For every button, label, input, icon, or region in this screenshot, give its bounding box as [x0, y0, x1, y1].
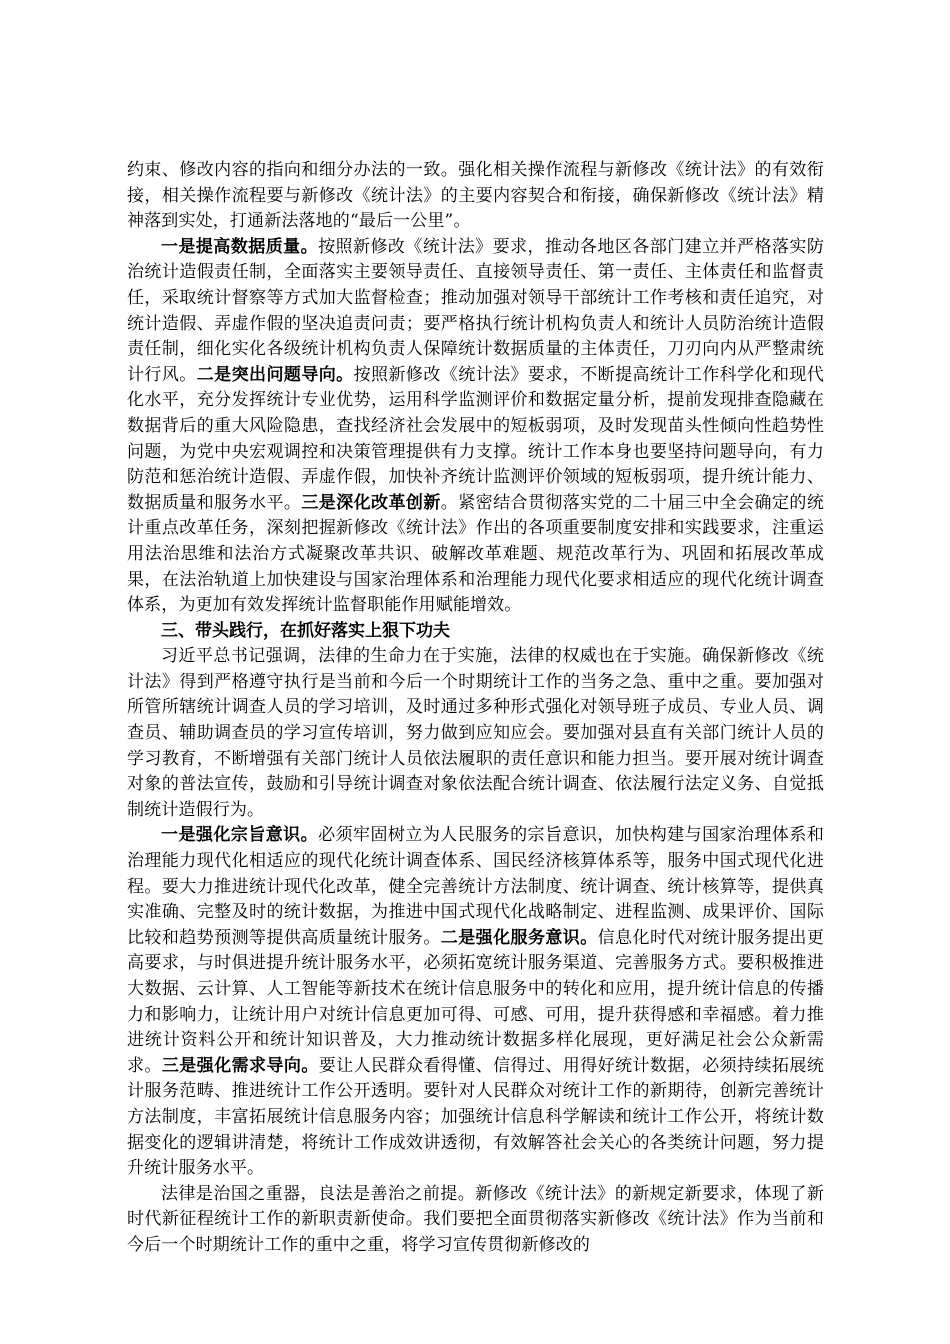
- paragraph-conclusion: 法律是治国之重器，良法是善治之前提。新修改《统计法》的新规定新要求，体现了新时代新征程统计工作的新职责新使命。我们要把全面贯彻落实新修改《统计法》作为当前和今后一个时期统计工作的重中之重，将学习宣传贯彻新修改的: [127, 1183, 824, 1255]
- bold-lead-data-quality: 一是提高数据质量。: [161, 236, 319, 257]
- paragraph-text: 信息化时代对统计服务提出更高要求，与时俱进提升统计服务水平，必须拓宽统计服务渠道、完善服务方式。要积极推进大数据、云计算、人工智能等新技术在统计信息服务中的转化和应用，提升统计信息的传播力和影响力，让统计用户对统计信息更加可得、可感、可用，提升获得感和幸福感。着力推进统计资料公开和统计知识普及，大力推动统计数据多样化展现，更好满足社会公众新需求。: [127, 927, 825, 1076]
- section-heading-three: 三、带头践行，在抓好落实上狠下功夫: [161, 620, 450, 641]
- paragraph-text: 。紧密结合贯彻落实党的二十届三中全会确定的统计重点改革任务，深刻把握新修改《统计法》作出的各项重要制度安排和实践要求，注重运用法治思维和法治方式凝聚改革共识、破解改革难题、规范改革行为、巩固和拓展改革成果，在法治轨道上加快建设与国家治理体系和治理能力现代化要求相适应的现代化统计调查体系，为更加有效发挥统计监督职能作用赋能增效。: [127, 492, 824, 616]
- paragraph-text: 必须牢固树立为人民服务的宗旨意识，加快构建与国家治理体系和治理能力现代化相适应的现代化统计调查体系、国民经济核算体系等，服务中国式现代化进程。要大力推进统计现代化改革，健全完善统计方法制度、统计调查、统计核算等，提供真实准确、完整及时的统计数据，为推进中国式现代化战略制定、进程监测、成果评价、国际比较和趋势预测等提供高质量统计服务。: [127, 825, 824, 948]
- paragraph-text: 按照新修改《统计法》要求，不断提高统计工作科学化和现代化水平，充分发挥统计专业优势，运用科学监测评价和数据定量分析，提前发现排查隐藏在数据背后的重大风险隐患，查找经济社会发展中的短板弱项，及时发现苗头性倾向性趋势性问题，为党中央宏观调控和决策管理提供有力支撑。统计工作本身也要坚持问题导向，有力防范和惩治统计造假、弄虚作假，加快补齐统计监测评价领域的短板弱项，提升统计能力、数据质量和服务水平。: [127, 364, 824, 513]
- bold-lead-problem-orientation: 二是突出问题导向。: [196, 364, 354, 385]
- paragraph-continuation: 约束、修改内容的指向和细分办法的一致。强化相关操作流程与新修改《统计法》的有效衔接，相关操作流程要与新修改《统计法》的主要内容契合和衔接，确保新修改《统计法》精神落到实处，打通新法落地的“最后一公里”。: [127, 160, 824, 232]
- bold-lead-service-awareness: 二是强化服务意识。: [440, 927, 598, 948]
- paragraph-data-quality: [127, 235, 824, 619]
- paragraph-text: 按照新修改《统计法》要求，推动各地区各部门建立并严格落实防治统计造假责任制，全面落实主要领导责任、直接领导责任、第一责任、主体责任和监督责任，采取统计督察等方式加大监督检查；推动加强对领导干部统计工作考核和责任追究，对统计造假、弄虚作假的坚决追责问责；要严格执行统计机构负责人和统计人员防治统计造假责任制，细化实化各级统计机构负责人保障统计数据质量的主体责任，刀刃向内从严整肃统计行风。: [127, 236, 824, 385]
- bold-lead-reform-innovation: 三是深化改革创新: [301, 492, 441, 513]
- bold-lead-purpose-awareness: 一是强化宗旨意识。: [161, 825, 319, 846]
- bold-lead-demand-orientation: 三是强化需求导向。: [161, 1055, 319, 1076]
- paragraph-implementation: 习近平总书记强调，法律的生命力在于实施，法律的权威也在于实施。确保新修改《统计法》得到严格遵守执行是当前和今后一个时期统计工作的当务之急、重中之重。要加强对所管所辖统计调查人员的学习培训，及时通过多种形式强化对领导班子成员、专业人员、调查员、辅助调查员的学习宣传培训，努力做到应知应会。要加强对县直有关部门统计人员的学习教育，不断增强有关部门统计人员依法履职的责任意识和能力担当。要开展对统计调查对象的普法宣传，鼓励和引导统计调查对象依法配合统计调查、依法履行法定义务、自觉抵制统计造假行为。: [127, 646, 824, 820]
- paragraph-awareness: [127, 823, 824, 1181]
- paragraph-text: 要让人民群众看得懂、信得过、用得好统计数据，必须持续拓展统计服务范畴、推进统计工作公开透明。要针对人民群众对统计工作的新期待，创新完善统计方法制度，丰富拓展统计信息服务内容；加强统计信息科学解读和统计工作公开，将统计数据变化的逻辑讲清楚，将统计工作成效讲透彻，有效解答社会关心的各类统计问题，努力提升统计服务水平。: [127, 1055, 824, 1179]
